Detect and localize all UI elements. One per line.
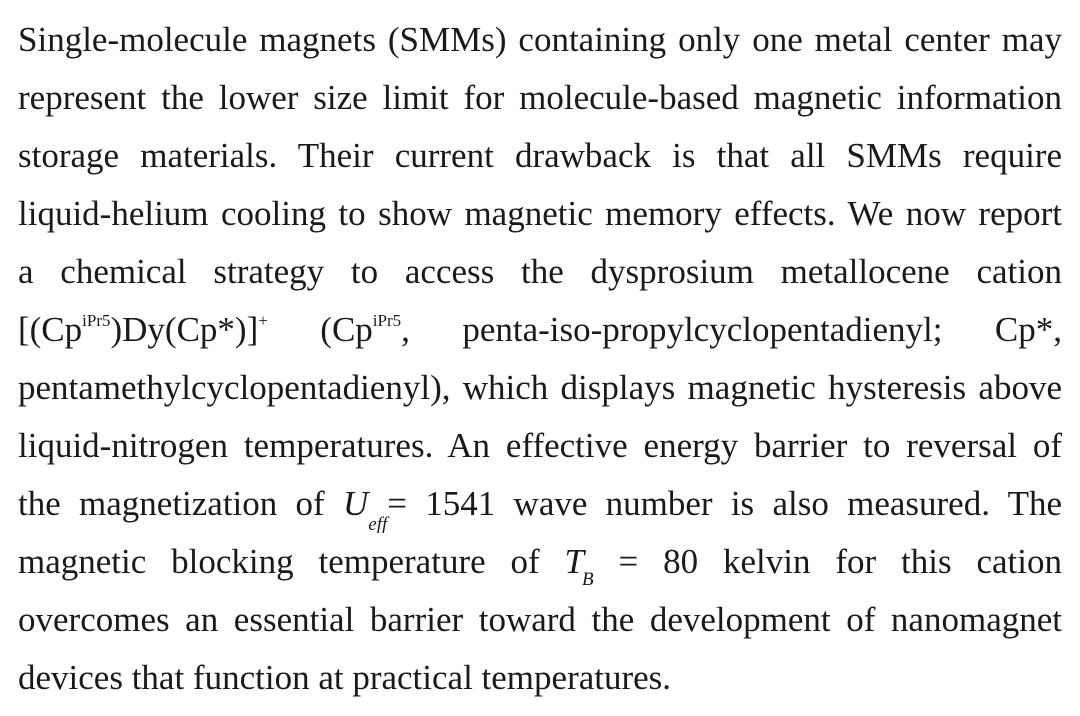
line9-prefix: the magnetization of [18, 484, 343, 523]
formula-text-3: (Cp [267, 310, 373, 349]
abstract-line-11: overcomes an essential barrier toward the development of nanomagnet [18, 600, 1062, 639]
line10-suffix: = 80 kelvin for this cation [593, 542, 1062, 581]
abstract-line-10 [18, 533, 1062, 591]
abstract-line-7: pentamethylcyclopentadienyl), which displays magnetic hysteresis above [18, 368, 1062, 407]
formula-text-1: [(Cp [18, 310, 83, 349]
energy-barrier-variable: U [342, 484, 369, 523]
abstract-line-1: Single-molecule magnets (SMMs) containing only one metal center may [18, 20, 1062, 59]
energy-barrier-subscript: eff [368, 514, 388, 533]
blocking-temperature-subscript: B [582, 569, 594, 590]
abstract-line-8: liquid-nitrogen temperatures. An effective energy barrier to reversal of [18, 426, 1062, 465]
abstract-line-2: represent the lower size limit for molecule-based magnetic information [18, 78, 1062, 117]
abstract-line-4: liquid-helium cooling to show magnetic memory effects. We now report [18, 194, 1062, 233]
abstract-line-5: a chemical strategy to access the dysprosium metallocene cation [18, 252, 1062, 291]
formula-text-4: , penta-iso-propylcyclopentadienyl; Cp*, [401, 310, 1062, 349]
formula-text-2: )Dy(Cp*)] [110, 310, 259, 349]
formula-superscript-2: iPr5 [372, 311, 402, 330]
line10-prefix: magnetic blocking temperature of [18, 542, 565, 581]
abstract-line-12: devices that function at practical temperatures. [18, 658, 672, 697]
abstract-line-9 [18, 475, 1062, 533]
abstract-line-6 [18, 301, 1062, 359]
charge-superscript: + [258, 311, 268, 330]
abstract-line-3: storage materials. Their current drawback is that all SMMs require [18, 136, 1062, 175]
formula-superscript-1: iPr5 [82, 311, 111, 330]
blocking-temperature-variable: T [564, 542, 585, 581]
line9-suffix: = 1541 wave number is also measured. The [387, 484, 1062, 523]
